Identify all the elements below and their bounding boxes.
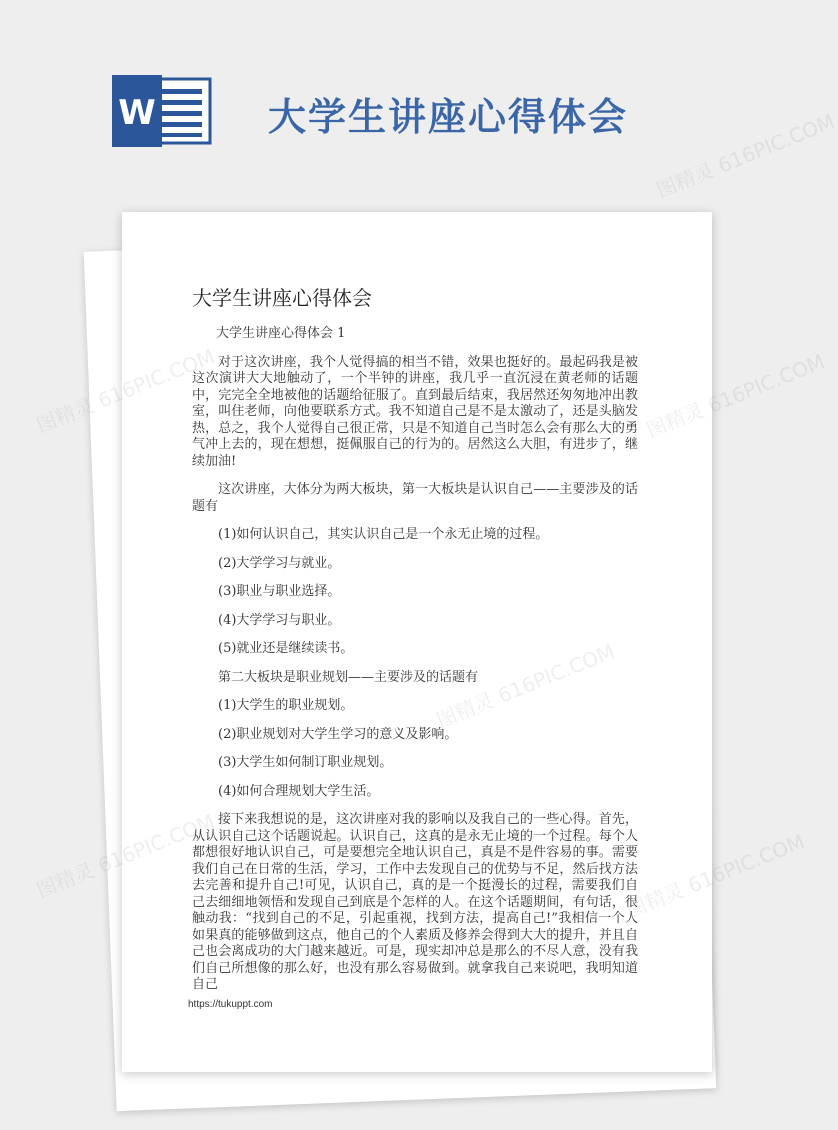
paragraph-4: 接下来我想说的是，这次讲座对我的影响以及我自己的一些心得。首先，从认识自己这个话题说起。认识自己，这真的是永无止境的一个过程。每个人都想很好地认识自己，可是要想完全地认识自己，真是不是件容易的事。需要我们自己在日常的生活，学习，工作中去发现自己的优势与不足，然后找方法去完善和提升自己!可见，认识自己，真的是一个挺漫长的过程，需要我们自己去细细地领悟和发现自己到底是个怎样的人。在这个话题期间，有句话，很触动我：“找到自己的不足，引起重视，找到方法，提高自己!”我相信一个人如果真的能够做到这点，他自己的个人素质及修养会得到大大的提升，并且自己也会离成功的大门越来越近。可是，现实却冲总是那么的不尽人意，没有我们自己所想像的那么好，也没有那么容易做到。就拿我自己来说吧，我明知道自己 [192,812,638,992]
list-item: (2)大学学习与就业。 [218,555,341,571]
watermark: 图精灵 [32,392,98,438]
paragraph-1: 对于这次讲座，我个人觉得搞的相当不错，效果也挺好的。最起码我是被这次演讲大大地触动了，一个半钟的讲座，我几乎一直沉浸在黄老师的话题中，完完全全地被他的话题给征服了。直到最后结束，我居然还匆匆地冲出教室，叫住老师，向他要联系方式。我不知道自己是不是太激动了，还是头脑发热，总之，我个人觉得自己很正常，只是不知道自己当时怎么会有那么大的勇气冲上去的，现在想想，挺佩服自己的行为的。居然这么大胆，有进步了，继续加油! [192,354,638,469]
list-item: (1)如何认识自己，其实认识自己是一个永无止境的过程。 [218,527,549,542]
footer-link[interactable]: https://tukuppt.com [188,999,273,1010]
paragraph-3: 第二大板块是职业规划——主要涉及的话题有 [218,669,479,685]
banner-header [0,0,800,215]
list-item: (5)就业还是继续读书。 [218,641,354,656]
list-item: (4)如何合理规划大学生活。 [218,783,380,799]
document-title: 大学生讲座心得体会 [192,286,372,310]
document-body [192,326,638,1006]
word-document-icon [112,75,212,147]
document-page [122,212,712,1072]
watermark: 图精灵 616PIC.COM [642,349,828,443]
list-item: (3)职业与职业选择。 [218,584,341,599]
section-subtitle: 大学生讲座心得体会 1 [216,326,346,341]
watermark: 图精灵 616PIC.COM [622,829,808,923]
list-item: (2)职业规划对大学生学习的意义及影响。 [218,726,458,742]
banner-title: 大学生讲座心得体会 [268,95,629,139]
paragraph-2: 这次讲座，大体分为两大板块，第一大板块是认识自己——主要涉及的话题有 [192,482,638,514]
watermark: 图精灵 616PIC.COM [652,109,838,203]
list-item: (3)大学生如何制订职业规划。 [218,755,393,770]
watermark: 图精灵 [32,857,98,903]
list-item: (1)大学生的职业规划。 [218,698,354,713]
list-item: (4)大学学习与职业。 [218,612,341,628]
svg-text:W: W [118,93,156,133]
